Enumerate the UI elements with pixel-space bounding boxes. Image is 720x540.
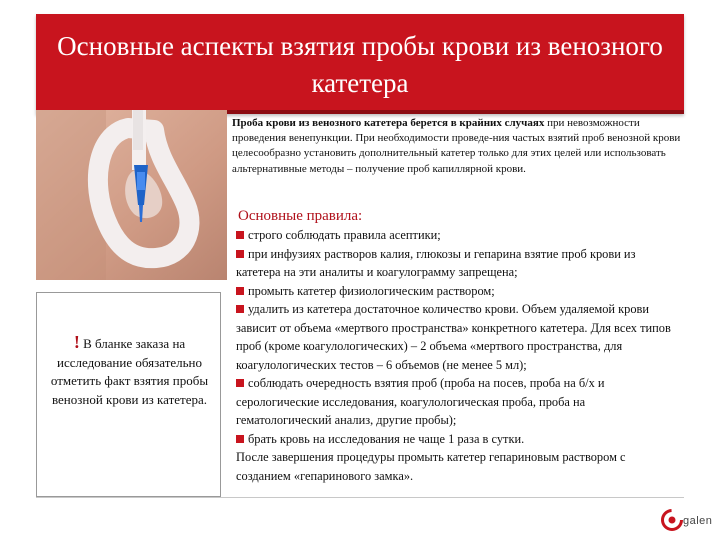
- rule-text: соблюдать очередность взятия проб (проба на посев, проба на б/х и серологические исследования, коагулологическая проба, проба на гематологический анализ, другие пробы);: [236, 376, 605, 427]
- note-box: [36, 292, 221, 497]
- catheter-photo: [36, 110, 227, 280]
- bullet-square-icon: [236, 305, 244, 313]
- intro-bold-text: Проба крови из венозного катетера берется в крайних случаях: [232, 117, 545, 129]
- bullet-square-icon: [236, 287, 244, 295]
- rule-item: [236, 245, 682, 282]
- footer-divider: [36, 497, 684, 498]
- rule-item: [236, 226, 682, 245]
- page-title: Основные аспекты взятия пробы крови из венозного катетера: [57, 31, 663, 98]
- rule-text: строго соблюдать правила асептики;: [248, 228, 441, 242]
- bullet-square-icon: [236, 231, 244, 239]
- closing-text: После завершения процедуры промыть катетер гепариновым раствором с созданием «гепаринового замка».: [236, 450, 626, 483]
- galen-logo-icon: [660, 508, 684, 532]
- note-text-block: [47, 333, 212, 409]
- logo-text: galen: [683, 515, 713, 527]
- rule-text: брать кровь на исследования не чаще 1 раза в сутки.: [248, 431, 525, 446]
- rules-heading: Основные правила:: [238, 208, 363, 224]
- rule-text: при инфузиях растворов калия, глюкозы и гепарина взятие проб крови из катетера на эти аналиты и коагулограмму запрещена;: [236, 246, 636, 279]
- intro-body-text: при невозможности проведения венепункции. При необходимости проведе-ния частых взятий проб венозной крови целесообразно установить дополнительный катетер только для этих целей или использовать альтернативные методы – получение проб капиллярной крови.: [232, 117, 681, 175]
- galen-logo: [660, 508, 720, 534]
- rule-item: [236, 430, 682, 449]
- rule-item: [236, 374, 682, 430]
- bullet-square-icon: [236, 250, 244, 258]
- rule-item: [236, 282, 682, 301]
- bullet-square-icon: [236, 379, 244, 387]
- bullet-square-icon: [236, 435, 244, 443]
- intro-paragraph: [232, 116, 692, 177]
- exclamation-mark: !: [73, 332, 80, 352]
- note-text: В бланке заказа на исследование обязательно отметить факт взятия пробы венозной крови из катетера.: [50, 336, 209, 407]
- rule-text: промыть катетер физиологическим раствором;: [248, 283, 495, 298]
- rule-item: [236, 300, 682, 374]
- rules-list: [236, 226, 682, 485]
- rule-text: удалить из катетера достаточное количество крови. Объем удаляемой крови зависит от объема «мертвого пространства» конкретного катетера. Для всех типов проб (кроме коагулологических) – 2 объема «мертвого пространства, для коагулологических тестов – 6 объемов (не менее 5 мл);: [236, 302, 671, 372]
